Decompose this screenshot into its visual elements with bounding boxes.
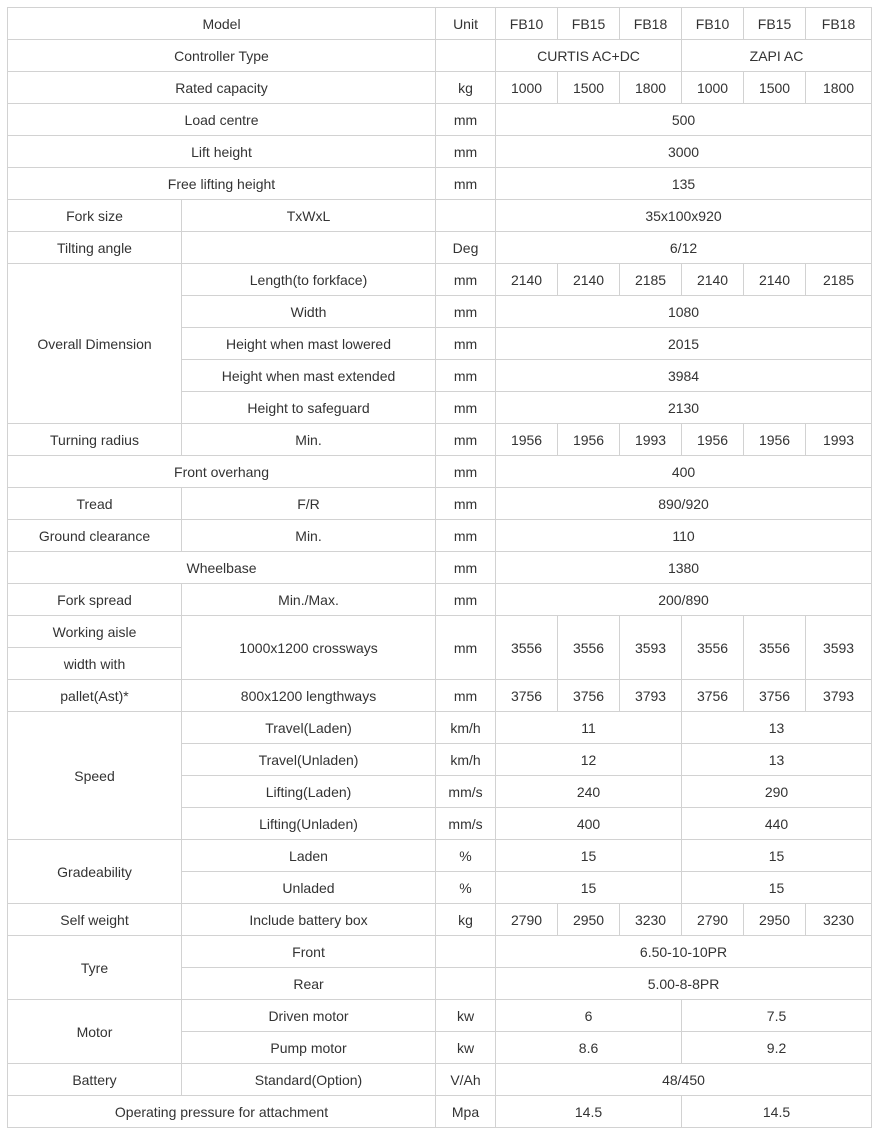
value-cell: 2185: [806, 264, 872, 296]
unit-cell: kw: [436, 1000, 496, 1032]
unit-cell: km/h: [436, 712, 496, 744]
unit-cell: mm: [436, 424, 496, 456]
value-cell: 2130: [496, 392, 872, 424]
spec-table: [7, 7, 872, 1128]
unit-cell: [436, 936, 496, 968]
value-cell: 35x100x920: [496, 200, 872, 232]
unit-cell: [436, 200, 496, 232]
sub-label: Rear: [182, 968, 436, 1000]
sub-label: Min.: [182, 520, 436, 552]
value-cell: 3230: [806, 904, 872, 936]
value-cell: 12: [496, 744, 682, 776]
value-cell: 14.5: [682, 1096, 872, 1128]
sub-label: Lifting(Laden): [182, 776, 436, 808]
header-model-col: FB15: [744, 8, 806, 40]
value-cell: 3793: [620, 680, 682, 712]
sub-label: Driven motor: [182, 1000, 436, 1032]
value-cell: 8.6: [496, 1032, 682, 1064]
value-cell: 3593: [620, 616, 682, 680]
sub-label: Travel(Laden): [182, 712, 436, 744]
value-cell: 200/890: [496, 584, 872, 616]
unit-cell: Mpa: [436, 1096, 496, 1128]
sub-label: F/R: [182, 488, 436, 520]
value-cell: 2950: [558, 904, 620, 936]
row-label: Fork size: [8, 200, 182, 232]
value-cell: 3756: [744, 680, 806, 712]
unit-cell: mm: [436, 552, 496, 584]
wheelbase-row: [8, 552, 872, 584]
value-cell: 3556: [496, 616, 558, 680]
unit-cell: mm/s: [436, 776, 496, 808]
unit-cell: mm: [436, 264, 496, 296]
sub-label: Width: [182, 296, 436, 328]
sub-label: Height to safeguard: [182, 392, 436, 424]
row-label: Working aisle: [8, 616, 182, 648]
tyre-front-row: [8, 936, 872, 968]
value-cell: 1000: [496, 72, 558, 104]
ground-clearance-row: [8, 520, 872, 552]
unit-cell: %: [436, 872, 496, 904]
load-centre-row: [8, 104, 872, 136]
value-cell: 2140: [682, 264, 744, 296]
value-cell: 3984: [496, 360, 872, 392]
value-cell: 3593: [806, 616, 872, 680]
row-label: Tread: [8, 488, 182, 520]
row-label: Gradeability: [8, 840, 182, 904]
sub-label: Lifting(Unladen): [182, 808, 436, 840]
value-cell: 2140: [496, 264, 558, 296]
value-cell: 1993: [806, 424, 872, 456]
gradeability-laden-row: [8, 840, 872, 872]
unit-cell: [436, 40, 496, 72]
sub-label: [182, 232, 436, 264]
unit-cell: mm: [436, 104, 496, 136]
value-cell: 11: [496, 712, 682, 744]
row-label: Motor: [8, 1000, 182, 1064]
sub-label: Min./Max.: [182, 584, 436, 616]
row-label: width with: [8, 648, 182, 680]
value-cell: 2140: [558, 264, 620, 296]
unit-cell: %: [436, 840, 496, 872]
unit-cell: kg: [436, 904, 496, 936]
unit-cell: mm: [436, 392, 496, 424]
value-cell: 1380: [496, 552, 872, 584]
sub-label: Pump motor: [182, 1032, 436, 1064]
free-lifting-row: [8, 168, 872, 200]
unit-cell: V/Ah: [436, 1064, 496, 1096]
value-cell: 1800: [620, 72, 682, 104]
row-label: Controller Type: [8, 40, 436, 72]
header-model-col: FB15: [558, 8, 620, 40]
row-label: Overall Dimension: [8, 264, 182, 424]
value-cell: 1956: [682, 424, 744, 456]
value-cell: 7.5: [682, 1000, 872, 1032]
value-cell: 1800: [806, 72, 872, 104]
unit-cell: kw: [436, 1032, 496, 1064]
value-cell: 6.50-10-10PR: [496, 936, 872, 968]
value-cell: 2185: [620, 264, 682, 296]
value-cell: 3556: [682, 616, 744, 680]
value-cell: 1500: [744, 72, 806, 104]
value-cell: 3000: [496, 136, 872, 168]
unit-cell: [436, 968, 496, 1000]
row-label: Speed: [8, 712, 182, 840]
unit-cell: mm: [436, 136, 496, 168]
header-model: Model: [8, 8, 436, 40]
header-model-col: FB18: [806, 8, 872, 40]
sub-label: Height when mast lowered: [182, 328, 436, 360]
unit-cell: mm: [436, 584, 496, 616]
unit-cell: mm: [436, 488, 496, 520]
unit-cell: kg: [436, 72, 496, 104]
unit-cell: mm: [436, 520, 496, 552]
sub-label: 1000x1200 crossways: [182, 616, 436, 680]
sub-label: Standard(Option): [182, 1064, 436, 1096]
value-cell: CURTIS AC+DC: [496, 40, 682, 72]
value-cell: 240: [496, 776, 682, 808]
header-row: [8, 8, 872, 40]
controller-row: [8, 40, 872, 72]
self-weight-row: [8, 904, 872, 936]
value-cell: 890/920: [496, 488, 872, 520]
motor-driven-row: [8, 1000, 872, 1032]
rated-capacity-row: [8, 72, 872, 104]
aisle-row-3: [8, 680, 872, 712]
turning-radius-row: [8, 424, 872, 456]
value-cell: 2790: [682, 904, 744, 936]
row-label: Tilting angle: [8, 232, 182, 264]
header-model-col: FB10: [496, 8, 558, 40]
value-cell: 2140: [744, 264, 806, 296]
value-cell: 1956: [558, 424, 620, 456]
row-label: Turning radius: [8, 424, 182, 456]
value-cell: 13: [682, 744, 872, 776]
sub-label: Unladed: [182, 872, 436, 904]
lift-height-row: [8, 136, 872, 168]
value-cell: 3756: [682, 680, 744, 712]
sub-label: Front: [182, 936, 436, 968]
value-cell: 1993: [620, 424, 682, 456]
header-model-col: FB10: [682, 8, 744, 40]
tread-row: [8, 488, 872, 520]
value-cell: 135: [496, 168, 872, 200]
unit-cell: mm: [436, 296, 496, 328]
unit-cell: mm: [436, 328, 496, 360]
value-cell: 400: [496, 456, 872, 488]
sub-label: TxWxL: [182, 200, 436, 232]
tilting-row: [8, 232, 872, 264]
sub-label: Include battery box: [182, 904, 436, 936]
aisle-row-1: [8, 616, 872, 648]
battery-row: [8, 1064, 872, 1096]
sub-label: Min.: [182, 424, 436, 456]
row-label: Battery: [8, 1064, 182, 1096]
unit-cell: mm: [436, 456, 496, 488]
row-label: Self weight: [8, 904, 182, 936]
sub-label: Length(to forkface): [182, 264, 436, 296]
fork-size-row: [8, 200, 872, 232]
value-cell: 440: [682, 808, 872, 840]
value-cell: 15: [496, 840, 682, 872]
row-label: Operating pressure for attachment: [8, 1096, 436, 1128]
row-label: Wheelbase: [8, 552, 436, 584]
row-label: pallet(Ast)*: [8, 680, 182, 712]
value-cell: 2015: [496, 328, 872, 360]
value-cell: 6: [496, 1000, 682, 1032]
value-cell: 110: [496, 520, 872, 552]
unit-cell: mm/s: [436, 808, 496, 840]
value-cell: 13: [682, 712, 872, 744]
value-cell: 2950: [744, 904, 806, 936]
value-cell: 48/450: [496, 1064, 872, 1096]
value-cell: 3793: [806, 680, 872, 712]
value-cell: ZAPI AC: [682, 40, 872, 72]
sub-label: Laden: [182, 840, 436, 872]
value-cell: 14.5: [496, 1096, 682, 1128]
fork-spread-row: [8, 584, 872, 616]
value-cell: 1956: [496, 424, 558, 456]
row-label: Front overhang: [8, 456, 436, 488]
row-label: Tyre: [8, 936, 182, 1000]
unit-cell: mm: [436, 168, 496, 200]
value-cell: 500: [496, 104, 872, 136]
value-cell: 400: [496, 808, 682, 840]
row-label: Ground clearance: [8, 520, 182, 552]
value-cell: 3756: [558, 680, 620, 712]
unit-cell: Deg: [436, 232, 496, 264]
value-cell: 3230: [620, 904, 682, 936]
header-model-col: FB18: [620, 8, 682, 40]
value-cell: 3556: [558, 616, 620, 680]
value-cell: 5.00-8-8PR: [496, 968, 872, 1000]
value-cell: 6/12: [496, 232, 872, 264]
value-cell: 9.2: [682, 1032, 872, 1064]
front-overhang-row: [8, 456, 872, 488]
row-label: Free lifting height: [8, 168, 436, 200]
value-cell: 1000: [682, 72, 744, 104]
unit-cell: mm: [436, 616, 496, 680]
value-cell: 1956: [744, 424, 806, 456]
value-cell: 3756: [496, 680, 558, 712]
speed-travel-laden-row: [8, 712, 872, 744]
value-cell: 1080: [496, 296, 872, 328]
sub-label: 800x1200 lengthways: [182, 680, 436, 712]
unit-cell: km/h: [436, 744, 496, 776]
sub-label: Travel(Unladen): [182, 744, 436, 776]
value-cell: 2790: [496, 904, 558, 936]
sub-label: Height when mast extended: [182, 360, 436, 392]
unit-cell: mm: [436, 360, 496, 392]
value-cell: 15: [682, 840, 872, 872]
value-cell: 15: [682, 872, 872, 904]
value-cell: 15: [496, 872, 682, 904]
attachment-row: [8, 1096, 872, 1128]
row-label: Lift height: [8, 136, 436, 168]
unit-cell: mm: [436, 680, 496, 712]
value-cell: 290: [682, 776, 872, 808]
row-label: Fork spread: [8, 584, 182, 616]
value-cell: 3556: [744, 616, 806, 680]
row-label: Load centre: [8, 104, 436, 136]
row-label: Rated capacity: [8, 72, 436, 104]
value-cell: 1500: [558, 72, 620, 104]
header-unit: Unit: [436, 8, 496, 40]
overall-length-row: [8, 264, 872, 296]
